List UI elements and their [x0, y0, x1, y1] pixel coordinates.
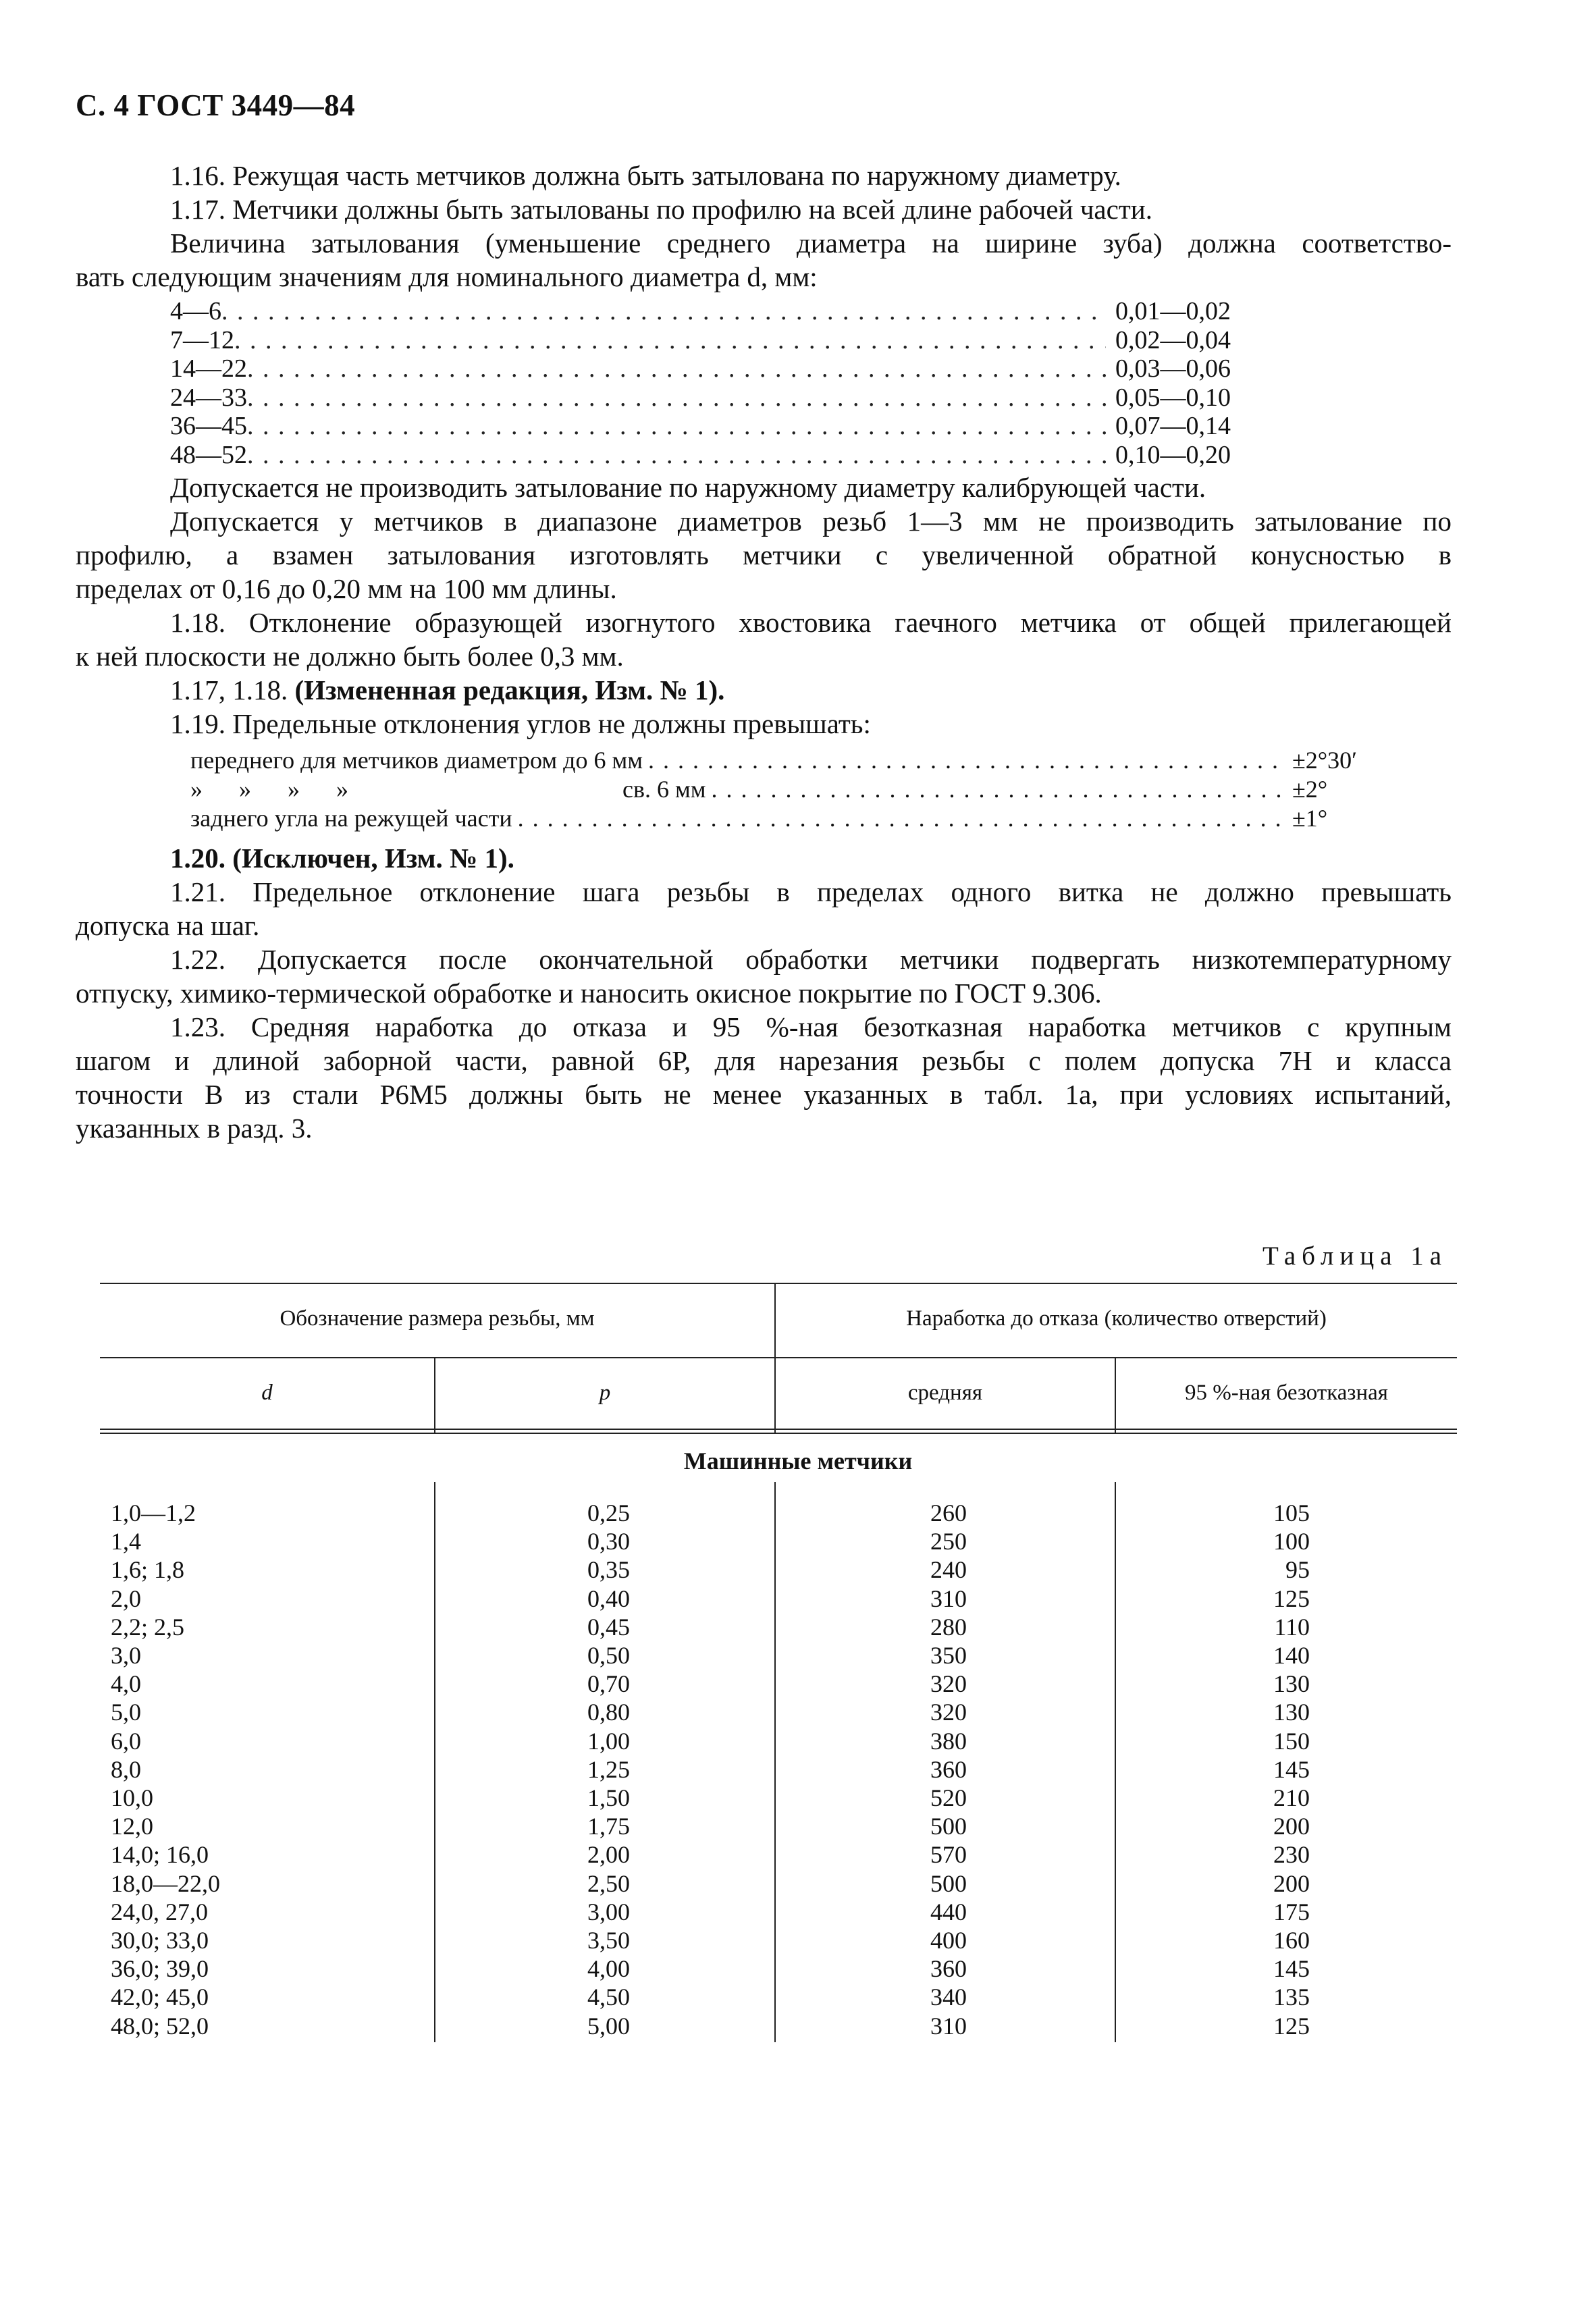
leader-dots	[234, 326, 1106, 355]
relief-row	[170, 354, 1258, 383]
cell-mean: 350	[930, 1642, 967, 1669]
cell-mean: 260	[930, 1499, 967, 1526]
relief-row	[170, 297, 1258, 326]
cell-p: 4,50	[587, 1983, 630, 2011]
cell-mean: 310	[930, 1584, 967, 1612]
cell-p: 3,50	[587, 1927, 630, 1954]
header-col-mean: средняя	[907, 1381, 983, 1405]
relief-value: 0,02—0,04	[1115, 325, 1231, 354]
cell-mean: 360	[930, 1755, 967, 1783]
header-col-d: d	[261, 1381, 273, 1405]
cell-p: 2,00	[587, 1841, 630, 1869]
leader-dots	[247, 412, 1106, 441]
cell-p: 0,50	[587, 1642, 630, 1669]
cell-d: 5,0	[111, 1699, 141, 1726]
paragraph-allow-2-line-3: пределах от 0,16 до 0,20 мм на 100 мм длины.	[76, 573, 617, 604]
cell-p: 0,70	[587, 1670, 630, 1698]
relief-range: 14—22	[170, 354, 247, 383]
leader-dots	[712, 775, 1285, 804]
cell-95: 140	[1273, 1642, 1310, 1669]
leader-dots	[518, 804, 1285, 833]
paragraph-1-23-line-4: указанных в разд. 3.	[76, 1113, 313, 1144]
relief-range: 48—52	[170, 440, 247, 469]
cell-95: 200	[1273, 1813, 1310, 1840]
cell-95: 100	[1273, 1528, 1310, 1555]
cell-mean: 400	[930, 1927, 967, 1954]
cell-p: 3,00	[587, 1898, 630, 1925]
table-header-bottom-border	[100, 1429, 1457, 1430]
cell-p: 1,75	[587, 1813, 630, 1840]
paragraph-1-23-line-2: шагом и длиной заборной части, равной 6Р, для нарезания резьбы с полем допуска 7Н и класса	[76, 1045, 1452, 1076]
cell-95: 130	[1273, 1699, 1310, 1726]
cell-95: 125	[1273, 1584, 1310, 1612]
relief-range: 7—12	[170, 325, 234, 354]
angle-value: ±1°	[1292, 805, 1328, 832]
header-thread-size: Обозначение размера резьбы, мм	[280, 1306, 595, 1331]
cell-95: 110	[1274, 1613, 1310, 1641]
cell-d: 3,0	[111, 1642, 141, 1669]
amendment-note-1-17-1-18	[170, 673, 724, 707]
header-col-p: p	[599, 1381, 611, 1405]
relief-value: 0,03—0,06	[1115, 354, 1231, 383]
cell-d: 24,0, 27,0	[111, 1898, 208, 1925]
header-mtbf: Наработка до отказа (количество отверстий)	[906, 1306, 1327, 1331]
relief-range: 36—45	[170, 412, 247, 440]
paragraph-1-23-line-1: 1.23. Средняя наработка до отказа и 95 %-ная безотказная наработка метчиков с крупным	[170, 1011, 1452, 1042]
cell-mean: 240	[930, 1556, 967, 1584]
angle-value: ±2°30′	[1292, 747, 1358, 774]
leader-dots	[247, 383, 1106, 412]
cell-95: 125	[1273, 2012, 1310, 2040]
cell-mean: 360	[930, 1955, 967, 1983]
cell-d: 36,0; 39,0	[111, 1955, 209, 1983]
leader-dots	[247, 441, 1106, 470]
cell-mean: 380	[930, 1727, 967, 1755]
header-col-95: 95 %-ная безотказная	[1185, 1381, 1388, 1405]
ditto-marks: » » » »	[190, 776, 348, 803]
paragraph-1-17: 1.17. Метчики должны быть затылованы по профилю на всей длине рабочей части.	[170, 194, 1152, 225]
paragraph-1-16: 1.16. Режущая часть метчиков должна быть затылована по наружному диаметру.	[170, 160, 1121, 191]
cell-d: 10,0	[111, 1784, 153, 1811]
cell-p: 0,25	[587, 1499, 630, 1526]
cell-d: 2,2; 2,5	[111, 1613, 185, 1641]
cell-p: 1,25	[587, 1755, 630, 1783]
cell-d: 8,0	[111, 1755, 141, 1783]
paragraph-allow-1: Допускается не производить затылование по наружному диаметру калибрующей части.	[170, 472, 1206, 503]
cell-95: 160	[1273, 1927, 1310, 1954]
cell-95: 200	[1273, 1869, 1310, 1897]
paragraph-1-23-line-3: точности В из стали Р6М5 должны быть не менее указанных в табл. 1а, при условиях испытаний,	[76, 1079, 1452, 1110]
paragraph-relief-line-1: Величина затылования (уменьшение среднего диаметра на ширине зуба) должна соответство-	[170, 228, 1452, 259]
cell-d: 42,0; 45,0	[111, 1983, 209, 2011]
amendment-note-1-20	[170, 841, 514, 875]
amendment-clause-numbers: 1.17, 1.18.	[170, 674, 288, 705]
cell-95: 175	[1273, 1898, 1310, 1925]
cell-d: 6,0	[111, 1727, 141, 1755]
header-divider-groups	[774, 1283, 776, 1433]
table-section-title: Машинные метчики	[683, 1447, 913, 1474]
amendment-text: (Измененная редакция, Изм. № 1).	[294, 674, 725, 705]
cell-d: 4,0	[111, 1670, 141, 1698]
angle-label: заднего угла на режущей части	[190, 805, 512, 832]
paragraph-1-21-line-1: 1.21. Предельное отклонение шага резьбы в пределах одного витка не должно превышать	[170, 876, 1452, 907]
cell-95: 130	[1273, 1670, 1310, 1698]
cell-d: 1,0—1,2	[111, 1499, 196, 1526]
angle-row-rear	[190, 804, 1379, 833]
cell-95: 95	[1285, 1556, 1310, 1584]
cell-95: 105	[1273, 1499, 1310, 1526]
cell-95: 135	[1273, 1983, 1310, 2011]
cell-p: 0,40	[587, 1584, 630, 1612]
table-top-border	[100, 1283, 1457, 1284]
cell-mean: 500	[930, 1869, 967, 1897]
cell-d: 12,0	[111, 1813, 153, 1840]
cell-mean: 340	[930, 1983, 967, 2011]
paragraph-allow-2-line-1: Допускается у метчиков в диапазоне диаметров резьб 1—3 мм не производить затылование по	[170, 506, 1452, 537]
clause-number: 1.20.	[170, 843, 225, 874]
cell-p: 2,50	[587, 1869, 630, 1897]
angle-label: св. 6 мм	[622, 776, 706, 803]
cell-95: 150	[1273, 1727, 1310, 1755]
relief-value: 0,05—0,10	[1115, 383, 1231, 412]
angle-value: ±2°	[1292, 776, 1328, 803]
cell-mean: 440	[930, 1898, 967, 1925]
angle-row-front-large	[190, 775, 1379, 804]
cell-mean: 320	[930, 1699, 967, 1726]
relief-row	[170, 441, 1258, 470]
cell-d: 1,4	[111, 1528, 141, 1555]
relief-row	[170, 383, 1258, 412]
cell-p: 5,00	[587, 2012, 630, 2040]
cell-d: 1,6; 1,8	[111, 1556, 185, 1584]
paragraph-1-18-line-1: 1.18. Отклонение образующей изогнутого хвостовика гаечного метчика от общей прилегающей	[170, 607, 1452, 638]
cell-p: 0,30	[587, 1528, 630, 1555]
amendment-text: (Исключен, Изм. № 1).	[232, 843, 514, 874]
cell-d: 18,0—22,0	[111, 1869, 220, 1897]
leader-dots	[247, 354, 1106, 383]
cell-mean: 310	[930, 2012, 967, 2040]
page-header: С. 4 ГОСТ 3449—84	[76, 88, 356, 122]
paragraph-relief-line-2: вать следующим значениям для номинального диаметра d, мм:	[76, 261, 818, 292]
leader-dots	[648, 746, 1285, 775]
cell-mean: 250	[930, 1528, 967, 1555]
relief-value: 0,07—0,14	[1115, 412, 1231, 440]
cell-mean: 520	[930, 1784, 967, 1811]
cell-p: 0,35	[587, 1556, 630, 1584]
cell-p: 0,80	[587, 1699, 630, 1726]
cell-p: 1,50	[587, 1784, 630, 1811]
angle-label: переднего для метчиков диаметром до 6 мм	[190, 747, 643, 774]
paragraph-1-21-line-2: допуска на шаг.	[76, 910, 260, 941]
cell-d: 30,0; 33,0	[111, 1927, 209, 1954]
cell-d: 14,0; 16,0	[111, 1841, 209, 1869]
cell-p: 0,45	[587, 1613, 630, 1641]
cell-95: 145	[1273, 1955, 1310, 1983]
paragraph-1-19: 1.19. Предельные отклонения углов не должны превышать:	[170, 708, 871, 739]
table-header-divider	[100, 1357, 1457, 1358]
cell-mean: 570	[930, 1841, 967, 1869]
table-caption: Таблица 1а	[1262, 1242, 1448, 1271]
cell-d: 48,0; 52,0	[111, 2012, 209, 2040]
cell-95: 230	[1273, 1841, 1310, 1869]
paragraph-1-22-line-2: отпуску, химико-термической обработке и наносить окисное покрытие по ГОСТ 9.306.	[76, 978, 1102, 1009]
cell-p: 1,00	[587, 1727, 630, 1755]
paragraph-allow-2-line-2: профилю, а взамен затылования изготовлять метчики с увеличенной обратной конусностью в	[76, 539, 1452, 570]
relief-row	[170, 412, 1258, 441]
cell-d: 2,0	[111, 1584, 141, 1612]
cell-95: 145	[1273, 1755, 1310, 1783]
cell-mean: 280	[930, 1613, 967, 1641]
cell-mean: 320	[930, 1670, 967, 1698]
cell-95: 210	[1273, 1784, 1310, 1811]
relief-row	[170, 326, 1258, 355]
cell-p: 4,00	[587, 1955, 630, 1983]
cell-mean: 500	[930, 1813, 967, 1840]
relief-range: 24—33	[170, 383, 247, 412]
relief-range: 4—6	[170, 297, 221, 325]
paragraph-1-18-line-2: к ней плоскости не должно быть более 0,3 мм.	[76, 641, 624, 672]
relief-value: 0,10—0,20	[1115, 440, 1231, 469]
table-header-bottom-border-double	[100, 1433, 1457, 1434]
leader-dots	[221, 297, 1106, 326]
relief-value: 0,01—0,02	[1115, 297, 1231, 325]
paragraph-1-22-line-1: 1.22. Допускается после окончательной обработки метчики подвергать низкотемпературному	[170, 944, 1452, 975]
angle-row-front-small	[190, 746, 1379, 775]
